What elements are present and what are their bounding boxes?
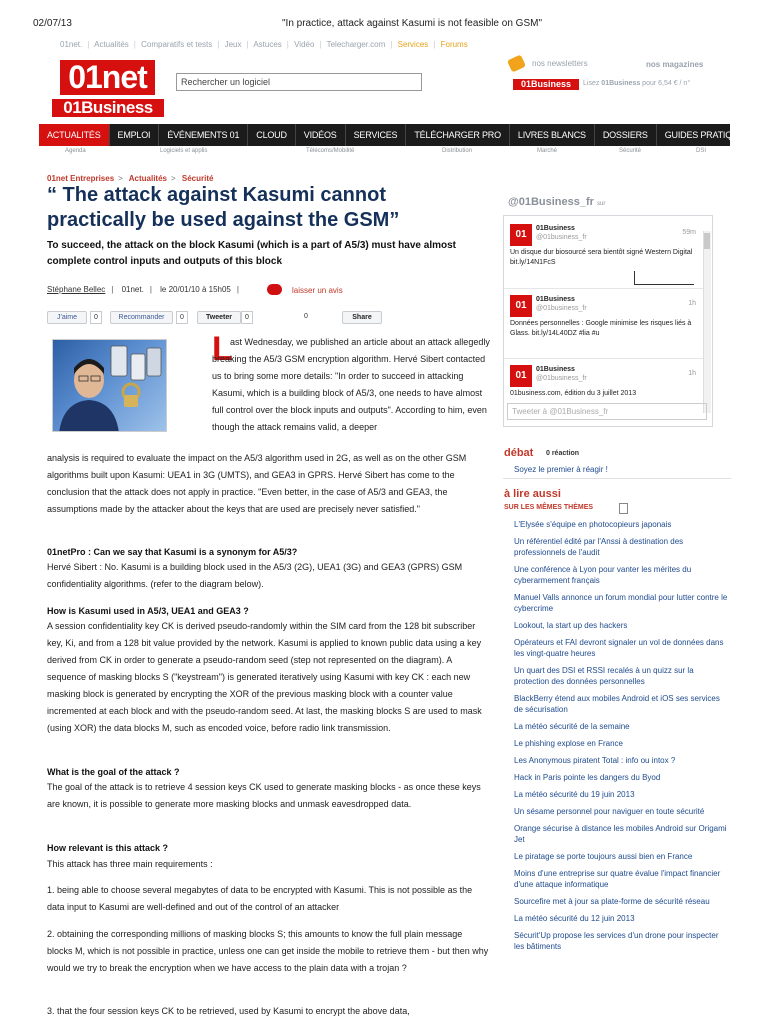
toplink-jeux[interactable]: Jeux [224,40,242,49]
requirement-item: 3. that the four session keys CK to be retrieved, used by Kasumi to encrypt the above data, [47,1006,410,1016]
nav-evenements[interactable]: ÉVÉNEMENTS 01 [159,124,248,146]
related-article-link[interactable]: La météo sécurité du 12 juin 2013 [514,914,635,923]
search-input[interactable]: Rechercher un logiciel [176,73,422,91]
print-date: 02/07/13 [33,18,72,29]
related-article-link[interactable]: La météo sécurité du 19 juin 2013 [514,790,635,799]
magazine-promo[interactable]: Lisez 01Business pour 6,54 € / n° [583,80,691,87]
author-link[interactable]: Stéphane Bellec [47,285,106,294]
related-article-link[interactable]: Hack in Paris pointe les dangers du Byod [514,773,661,782]
twitter-timeline[interactable] [503,215,713,427]
tweet-image-placeholder [634,271,694,285]
answer-paragraph: The goal of the attack is to retrieve 4 session keys CK used to generate masking blocks - as once these keys are known, it is possible to generate more masking blocks and unmask eavesdropped data. [47,782,481,809]
nav-services[interactable]: SERVICES [346,124,407,146]
requirement-item: 1. being able to choose several megabytes of data to be encrypted with Kasumi. This is not possible as the data input to Kasumi are well-defined and out of the control of an attacker [47,885,473,912]
toplink-comparatifs[interactable]: Comparatifs et tests [141,40,213,49]
document-icon [619,503,628,514]
subnav-dsi[interactable]: DSI [696,148,707,154]
recommend-count: 0 [176,311,188,324]
paragraph-intro-continued: analysis is required to evaluate the impact on the A5/3 algorithm used in 2G, as well as on the other GSM algorithms built upon Kasumi: UEA1 in 3G (UMTS), and GEA3 in GPRS. Hervé Sibert has come to the conclusion that the attack does not apply in practice. "Even better, in the case of A5/3 and GEA3, the assumptions made by the attacker about the keys that are used are precisely never satisfied." [47,453,467,514]
subnav-marche[interactable]: Marché [537,148,558,154]
tweet-button[interactable]: Tweeter [197,311,241,324]
magazines-link[interactable]: nos magazines [646,60,704,69]
avatar: 01 [510,295,532,317]
tweet-input[interactable]: Tweeter à @01Business_fr [507,403,707,420]
recommend-button[interactable]: Recommander [110,311,173,324]
newsletter-icon [507,54,526,72]
print-title: "In practice, attack against Kasumi is not feasible on GSM" [282,18,542,29]
newsletters-link[interactable]: nos newsletters [532,59,588,68]
requirement-item: 2. obtaining the corresponding millions of masking blocks S; this amounts to know the full plain message blocks M, which is not possible in practice, unless one can get inside the mobile to retrieve them - but then why would we try to break the encryption when we have access to the plain data with a trojan ? [47,929,489,973]
like-button[interactable]: J'aime [47,311,87,324]
tweet[interactable]: 01 01Business @01business_fr 1h Données personnelles : Google minimise les risques liés à Glass. bit.ly/14L40DZ #lia #u [510,296,696,337]
toplink-video[interactable]: Vidéo [294,40,315,49]
article-lead: To succeed, the attack on the block Kasumi (which is a part of A5/3) must have almost complete control inputs and outputs of this block [47,240,456,267]
answer-paragraph: This attack has three main requirements : [47,859,213,869]
related-article-link[interactable]: Sécurit'Up propose les services d'un drone pour inspecter les bâtiments [514,931,719,951]
related-article-link[interactable]: Lookout, la start up des hackers [514,621,628,630]
toplink-actualites[interactable]: Actualités [94,40,129,49]
nav-guides-pratiques[interactable]: GUIDES PRATIQUES [664,130,750,140]
twitter-handle[interactable]: @01Business_fr sur [508,196,606,208]
debat-count: 0 réaction [546,450,580,457]
related-article-link[interactable]: Un référentiel édité par l'Anssi à destination des professionnels de l'audit [514,537,684,557]
subnav-securite[interactable]: Sécurité [619,148,642,154]
answer-paragraph: Hervé Sibert : No. Kasumi is a building block used in the A5/3 (2G), UEA1 (3G) and GEA3 (GPRS) GSM confidentiality algorithms. (refer to the diagram below). [47,562,463,589]
question-heading: How is Kasumi used in A5/3, UEA1 and GEA3 ? [47,606,249,616]
related-article-link[interactable]: La météo sécurité de la semaine [514,722,630,731]
article-photo [52,339,167,432]
related-article-link[interactable]: Sourcefire met à jour sa plate-forme de sécurité réseau [514,897,710,906]
toplink-01net[interactable]: 01net. [60,40,83,49]
subnav-agenda[interactable]: Agenda [65,148,86,154]
share-bar [47,311,377,325]
subnav-distribution[interactable]: Distribution [442,148,473,154]
tweet-count: 0 [241,311,253,324]
nav-cloud[interactable]: CLOUD [248,124,296,146]
byline: Stéphane Bellec | 01net. | le 20/01/10 à 15h05 | [47,285,239,294]
logo-01net[interactable]: 01net [60,60,155,95]
share-button[interactable]: Share [342,311,382,324]
nav-videos[interactable]: VIDÉOS [296,124,346,146]
divider [503,478,731,479]
comment-bubble-icon[interactable] [267,284,282,295]
twitter-scrollbar[interactable] [703,231,711,413]
toplink-astuces[interactable]: Astuces [253,40,282,49]
twitter-scrollbar-thumb[interactable] [704,233,710,249]
related-article-link[interactable]: Moins d'une entreprise sur quatre évalue l'impact financier d'une attaque informatique [514,869,721,889]
related-article-link[interactable]: Orange sécurise à distance les mobiles Android sur Origami Jet [514,824,727,844]
answer-paragraph: A session confidentiality key CK is derived pseudo-randomly within the SIM card from the 128 bit subscriber key, Ki, and from a 128 bit value provided by the network. Kasumi is applied to known public data using a key derived from CK in order to generate a pseudo-random seed (step not represented on the diagram). A sequence of masking blocks S ("keystream") is generated iteratively using Kasumi with key CK : each new masking block is generated by encrypting the XOR of the previous masking block with a counter value incremented at each block and with the pseudo-random seed. At last, the masking blocks S are used to mask (using XOR) the data blocks M, such as encoded voice, before radio link transmission. [47,621,482,733]
nav-telecharger-pro[interactable]: TÉLÉCHARGER PRO [406,124,510,146]
nav-actualites[interactable]: ACTUALITÉS [39,124,110,146]
breadcrumb-item[interactable]: Actualités [128,174,167,183]
toplink-forums[interactable]: Forums [440,40,468,49]
subnav-telecoms[interactable]: Télécoms/Mobilité [306,148,355,154]
subnav-logiciels[interactable]: Logiciels et applis [160,148,208,154]
breadcrumb-item[interactable]: Sécurité [181,174,214,183]
related-articles-list [514,519,730,958]
sub-nav [39,148,730,158]
like-count: 0 [90,311,102,324]
logo-01business[interactable]: 01Business [52,99,164,117]
top-links: 01net. | Actualités | Comparatifs et tests | Jeux | Astuces | Vidéo | Telecharger.com | Services | Forums [60,40,468,49]
toplink-services[interactable]: Services [397,40,429,49]
debat-title: débat [504,447,534,459]
related-article-link[interactable]: Opérateurs et FAI devront signaler un vol de données dans les vingt-quatre heures [514,638,724,658]
question-heading: 01netPro : Can we say that Kasumi is a synonym for A5/3? [47,547,298,557]
source: 01net. [121,285,144,294]
photo-illustration [53,340,167,432]
related-article-link[interactable]: Une conférence à Lyon pour vanter les mérites du cyberarmement français [514,565,692,585]
nav-dossiers[interactable]: DOSSIERS [595,124,657,146]
question-heading: What is the goal of the attack ? [47,767,180,777]
related-article-link[interactable]: Un quart des DSI et RSSI recalés à un quizz sur la protection des données personnelles [514,666,694,686]
related-article-link[interactable]: L'Elysée s'équipe en photocopieurs japonais [514,520,672,529]
question-heading: How relevant is this attack ? [47,843,169,853]
tweet[interactable]: 01 01Business @01business_fr 59m Un disque dur biosourcé sera bientôt signé Western Digital bit.ly/14N1FcS [510,225,696,266]
dropcap-letter: L [212,330,233,368]
avatar: 01 [510,224,532,246]
related-article-link[interactable]: Les Anonymous piratent Total : info ou intox ? [514,756,676,765]
avatar: 01 [510,365,532,387]
paragraph-intro: ast Wednesday, we published an article about an attack allegedly breaking the A5/3 GSM encryption algorithm. Hervé Sibert contacted us to bring some more details: "In order to succeed in attacking Kasumi, which is a building block of A5/3, one needs to have almost full control over the block inputs and outputs". According to him, even though the attack remains valid, a deeper [212,337,490,432]
same-themes-label: SUR LES MÊMES THÈMES [504,504,594,511]
a-lire-aussi-title: à lire aussi [504,488,561,500]
nav-livres-blancs[interactable]: LIVRES BLANCS [510,124,595,146]
comment-link[interactable]: laisser un avis [292,286,343,295]
article-title: “ The attack against Kasumi cannot practically be used against the GSM” [47,184,400,231]
publish-date: le 20/01/10 à 15h05 [160,285,231,294]
plus-count: 0 [301,311,311,324]
debat-first-link[interactable]: Soyez le premier à réagir ! [514,465,608,474]
breadcrumb: 01net Entreprises > Actualités > Sécurité [47,174,214,183]
small-01business-logo[interactable]: 01Business [513,79,579,90]
related-article-link[interactable]: Le phishing explose en France [514,739,623,748]
main-nav [39,124,750,146]
tweet[interactable]: 01 01Business @01business_fr 1h 01business.com, édition du 3 juillet 2013 [510,366,696,397]
toplink-telecharger[interactable]: Telecharger.com [326,40,386,49]
related-article-link[interactable]: Manuel Valls annonce un forum mondial pour lutter contre le cybercrime [514,593,728,613]
related-article-link[interactable]: BlackBerry étend aux mobiles Android et iOS ses services de sécurisation [514,694,720,714]
breadcrumb-item[interactable]: 01net Entreprises [47,174,115,183]
nav-emploi[interactable]: EMPLOI [110,124,160,146]
related-article-link[interactable]: Le piratage se porte toujours aussi bien en France [514,852,693,861]
related-article-link[interactable]: Un sésame personnel pour naviguer en toute sécurité [514,807,705,816]
